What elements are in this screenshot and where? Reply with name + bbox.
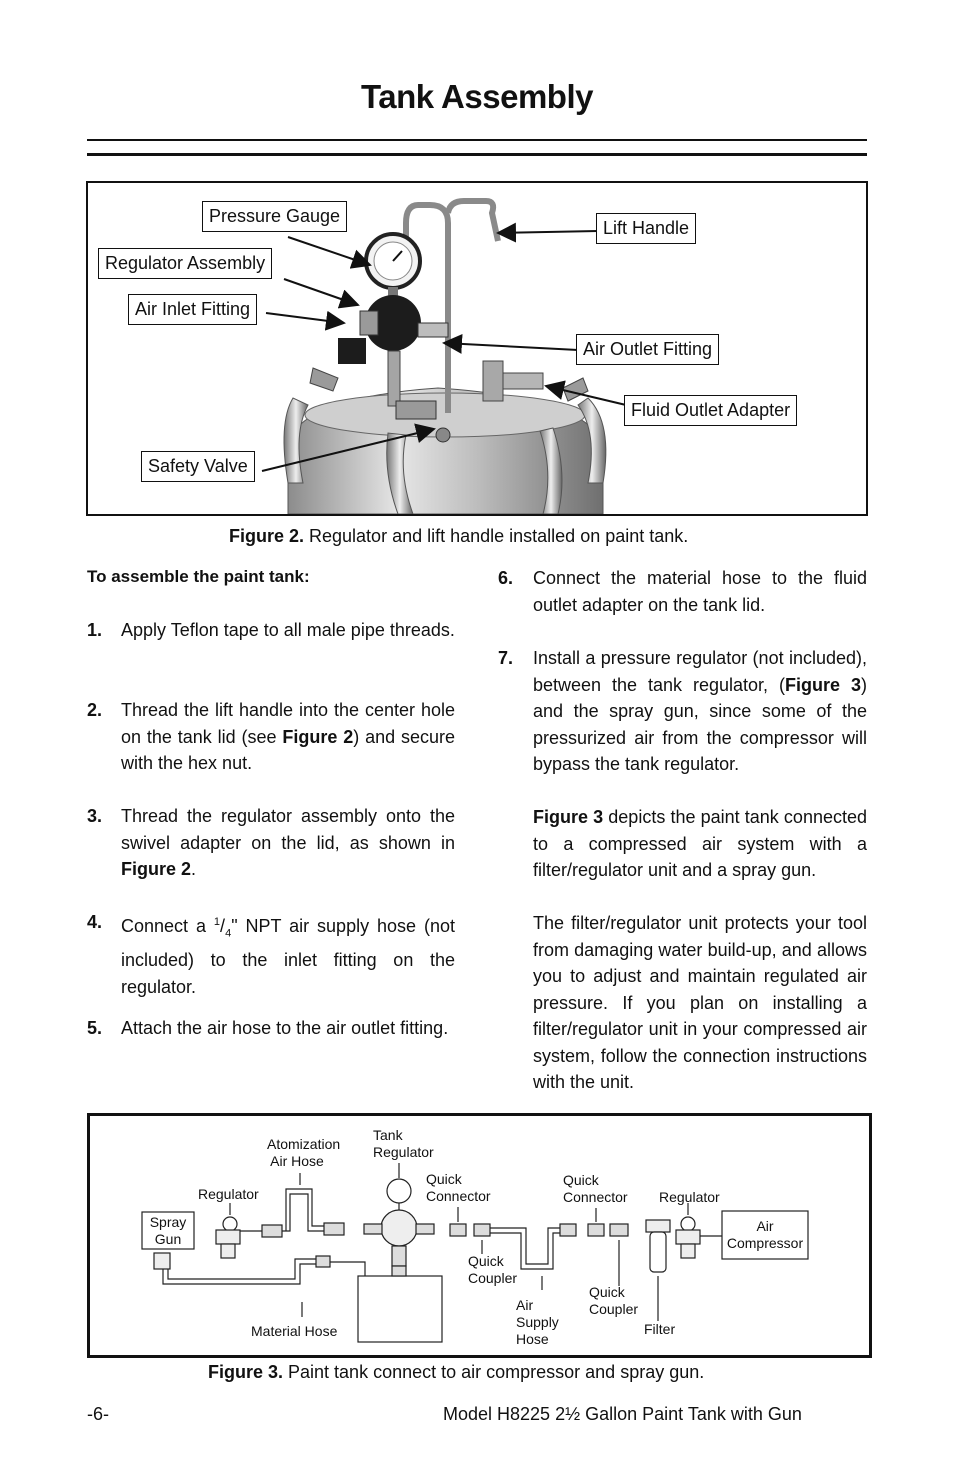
step-3-text: Thread the regulator assembly onto the swivel adapter on the lid, as shown in Figure 2. bbox=[121, 806, 455, 879]
step-4 bbox=[87, 909, 455, 997]
fig3-label-air-compressor: Air Compressor bbox=[726, 1218, 804, 1251]
fig3-label-tank-regulator: Tank Regulator bbox=[373, 1127, 434, 1160]
step-1-text: Apply Teflon tape to all male pipe threads. bbox=[121, 620, 455, 640]
step-2 bbox=[87, 697, 455, 782]
step-6-number: 6. bbox=[498, 568, 514, 588]
step-6-text: Connect the material hose to the fluid outlet adapter on the tank lid. bbox=[533, 568, 867, 615]
step-4-text: Connect a $^1/_4$" NPT air supply hose (not included) to the inlet fitting on the regulator. bbox=[121, 916, 455, 997]
step-6 bbox=[498, 565, 867, 625]
step-1 bbox=[87, 617, 455, 677]
fig3-label-regulator-left: Regulator bbox=[198, 1186, 259, 1202]
step-7 bbox=[498, 645, 867, 785]
fig3-label-quick-coupler-1: Quick Coupler bbox=[468, 1253, 518, 1286]
step-2-text: Thread the lift handle into the center hole on the tank lid (see Figure 2) and secure with the hex nut. bbox=[121, 700, 455, 773]
figure-3-caption-text: Paint tank connect to air compressor and spray gun. bbox=[283, 1362, 705, 1382]
fig3-label-quick-connector-1: Quick Connector bbox=[426, 1171, 491, 1204]
step-2-number: 2. bbox=[87, 700, 103, 720]
figure-2-caption bbox=[229, 526, 688, 547]
fig3-label-atomization-air-hose: Atomization Air Hose bbox=[267, 1136, 341, 1169]
title-rule-thick bbox=[87, 153, 867, 156]
step-5 bbox=[87, 1015, 455, 1075]
figure-3-caption-bold: Figure 3. bbox=[208, 1362, 284, 1382]
figure-2-caption-text: Regulator and lift handle installed on paint tank. bbox=[304, 526, 689, 546]
fig3-label-quick-coupler-2: Quick Coupler bbox=[589, 1284, 639, 1317]
label-air-inlet-fitting: Air Inlet Fitting bbox=[128, 294, 257, 325]
figure-2-caption-bold: Figure 2. bbox=[229, 526, 305, 546]
label-fluid-outlet-adapter: Fluid Outlet Adapter bbox=[624, 395, 797, 426]
instructions-heading: To assemble the paint tank: bbox=[87, 567, 310, 586]
title-rule-thin bbox=[87, 139, 867, 141]
fig3-label-quick-connector-2: Quick Connector bbox=[563, 1172, 628, 1205]
step-5-text: Attach the air hose to the air outlet fitting. bbox=[121, 1018, 449, 1038]
label-lift-handle: Lift Handle bbox=[596, 213, 696, 244]
footer-model: Model H8225 2½ Gallon Paint Tank with Gun bbox=[443, 1404, 802, 1424]
step-4-number: 4. bbox=[87, 912, 103, 932]
footer-page-number: -6- bbox=[87, 1404, 109, 1424]
fig3-label-filter: Filter bbox=[644, 1321, 676, 1337]
label-safety-valve: Safety Valve bbox=[141, 451, 255, 482]
step-3 bbox=[87, 803, 455, 888]
label-air-outlet-fitting: Air Outlet Fitting bbox=[576, 334, 719, 365]
figure-3-caption bbox=[208, 1362, 704, 1383]
step-1-number: 1. bbox=[87, 620, 103, 640]
fig3-label-material-hose: Material Hose bbox=[251, 1323, 338, 1339]
step-3-number: 3. bbox=[87, 806, 103, 826]
fig3-label-air-supply-hose: Air Supply Hose bbox=[516, 1297, 559, 1347]
fig3-label-spray-gun: Spray Gun bbox=[149, 1214, 187, 1247]
paragraph-filter-regulator: The filter/regulator unit protects your tool from damaging water build-up, and allows you to adjust and maintain regulated air pressure. If you plan on installing a filter/regulator unit in your compressed air system, follow the connection instructions with the unit. bbox=[533, 913, 867, 1092]
figure-3-box bbox=[87, 1113, 872, 1358]
label-regulator-assembly: Regulator Assembly bbox=[98, 248, 272, 279]
step-7-number: 7. bbox=[498, 648, 514, 668]
label-pressure-gauge: Pressure Gauge bbox=[202, 201, 347, 232]
fig3-label-regulator-right: Regulator bbox=[659, 1189, 720, 1205]
page-title: Tank Assembly bbox=[361, 78, 593, 115]
step-7-text: Install a pressure regulator (not included), between the tank regulator, (Figure 3) and the spray gun, since some of the pressurized air from the compressor will bypass the tank regulator. bbox=[533, 648, 867, 774]
paragraph-figure-3: Figure 3 depicts the paint tank connected to a compressed air system with a filter/regulator unit and a spray gun. bbox=[533, 807, 867, 880]
step-5-number: 5. bbox=[87, 1018, 103, 1038]
